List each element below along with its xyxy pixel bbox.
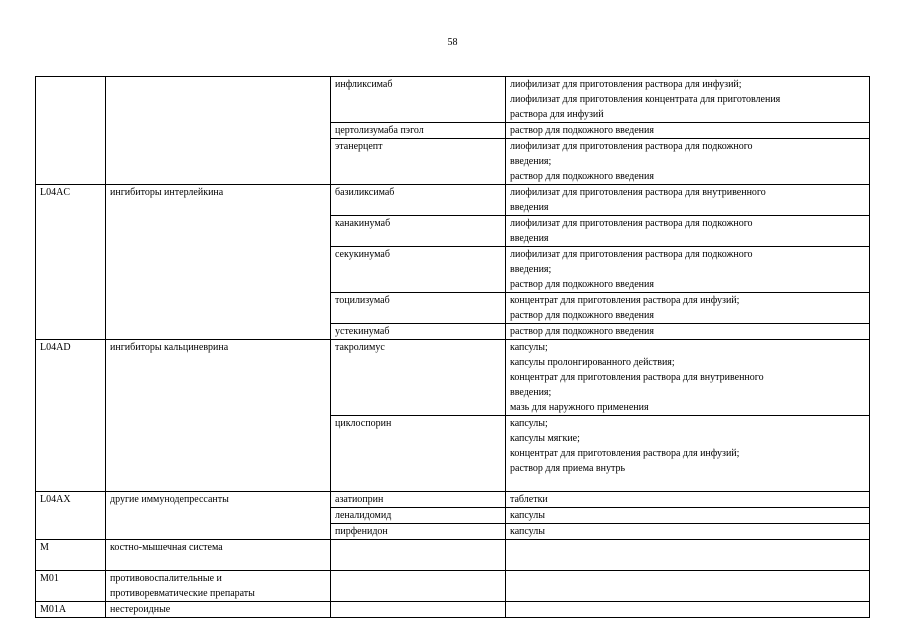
dosage-form-line: раствор для подкожного введения bbox=[510, 171, 654, 182]
anatomical-group-cell: нестероидные bbox=[106, 602, 331, 618]
dosage-form-line: капсулы bbox=[510, 526, 545, 537]
dosage-form-line: концентрат для приготовления раствора для инфузий; bbox=[510, 295, 740, 306]
dosage-form-line: введения; bbox=[510, 264, 552, 275]
drug-name-cell: инфликсимаб bbox=[331, 77, 506, 123]
dosage-form-line: таблетки bbox=[510, 494, 548, 505]
dosage-forms-cell bbox=[506, 293, 870, 324]
table-row bbox=[36, 540, 870, 571]
anatomical-group-cell: ингибиторы интерлейкина bbox=[106, 185, 331, 340]
drug-name-cell: секукинумаб bbox=[331, 247, 506, 293]
dosage-form-line: введения; bbox=[510, 387, 552, 398]
dosage-form-line bbox=[510, 540, 865, 555]
drug-name-cell bbox=[331, 540, 506, 571]
drug-name-cell: азатиоприн bbox=[331, 492, 506, 508]
dosage-forms-cell bbox=[506, 340, 870, 416]
table-row bbox=[36, 77, 870, 123]
drug-name-cell: леналидомид bbox=[331, 508, 506, 524]
table-row bbox=[36, 492, 870, 508]
drug-name-cell: циклоспорин bbox=[331, 416, 506, 492]
group-line: противоревматические препараты bbox=[110, 588, 255, 599]
dosage-form-line: капсулы; bbox=[510, 342, 548, 353]
dosage-form-line: капсулы мягкие; bbox=[510, 433, 580, 444]
group-line: противовоспалительные и bbox=[110, 573, 222, 584]
dosage-form-line: концентрат для приготовления раствора для внутривенного bbox=[510, 372, 764, 383]
table-row bbox=[36, 185, 870, 216]
atc-code-cell: L04AX bbox=[36, 492, 106, 540]
dosage-forms-cell bbox=[506, 123, 870, 139]
atc-code-cell: M bbox=[36, 540, 106, 571]
dosage-form-line: лиофилизат для приготовления раствора для подкожного bbox=[510, 141, 753, 152]
table-row bbox=[36, 571, 870, 602]
drug-name-cell: пирфенидон bbox=[331, 524, 506, 540]
dosage-form-line: раствора для инфузий bbox=[510, 109, 604, 120]
dosage-form-line: лиофилизат для приготовления раствора для внутривенного bbox=[510, 187, 766, 198]
anatomical-group-cell: другие иммунодепрессанты bbox=[106, 492, 331, 540]
drug-name-cell: этанерцепт bbox=[331, 139, 506, 185]
drug-name-cell: устекинумаб bbox=[331, 324, 506, 340]
drug-name-cell: канакинумаб bbox=[331, 216, 506, 247]
dosage-forms-cell bbox=[506, 139, 870, 185]
dosage-forms-cell bbox=[506, 216, 870, 247]
dosage-forms-cell bbox=[506, 571, 870, 602]
dosage-forms-cell bbox=[506, 508, 870, 524]
dosage-form-line: концентрат для приготовления раствора для инфузий; bbox=[510, 448, 740, 459]
dosage-forms-cell bbox=[506, 524, 870, 540]
atc-code-cell: L04AC bbox=[36, 185, 106, 340]
drug-name-cell: базиликсимаб bbox=[331, 185, 506, 216]
drug-name-cell: тоцилизумаб bbox=[331, 293, 506, 324]
dosage-forms-cell bbox=[506, 77, 870, 123]
dosage-form-line: раствор для подкожного введения bbox=[510, 279, 654, 290]
dosage-form-line: лиофилизат для приготовления раствора для подкожного bbox=[510, 218, 753, 229]
dosage-forms-cell bbox=[506, 602, 870, 618]
medication-table bbox=[35, 76, 870, 618]
dosage-form-line: раствор для подкожного введения bbox=[510, 310, 654, 321]
dosage-form-line: капсулы bbox=[510, 510, 545, 521]
drug-name-cell: цертолизумаба пэгол bbox=[331, 123, 506, 139]
dosage-forms-cell bbox=[506, 324, 870, 340]
dosage-form-line bbox=[510, 571, 865, 586]
drug-name-cell bbox=[331, 602, 506, 618]
dosage-form-line: раствор для подкожного введения bbox=[510, 125, 654, 136]
dosage-form-line bbox=[510, 602, 865, 617]
dosage-form-line: лиофилизат для приготовления раствора для инфузий; bbox=[510, 79, 742, 90]
dosage-form-line: лиофилизат для приготовления концентрата для приготовления bbox=[510, 94, 781, 105]
dosage-form-line bbox=[510, 555, 865, 570]
dosage-form-line: капсулы пролонгированного действия; bbox=[510, 357, 675, 368]
drug-name-cell bbox=[331, 571, 506, 602]
dosage-form-line: лиофилизат для приготовления раствора для подкожного bbox=[510, 249, 753, 260]
dosage-form-line: капсулы; bbox=[510, 418, 548, 429]
dosage-form-line: введения; bbox=[510, 156, 552, 167]
dosage-forms-cell bbox=[506, 247, 870, 293]
atc-code-cell bbox=[36, 77, 106, 185]
anatomical-group-cell: костно-мышечная система bbox=[106, 540, 331, 571]
table-row bbox=[36, 340, 870, 416]
table-row bbox=[36, 602, 870, 618]
dosage-form-line: раствор для приема внутрь bbox=[510, 463, 626, 474]
atc-code-cell: M01 bbox=[36, 571, 106, 602]
dosage-forms-cell bbox=[506, 416, 870, 492]
dosage-form-line: введения bbox=[510, 233, 549, 244]
atc-code-cell: L04AD bbox=[36, 340, 106, 492]
drug-name-cell: такролимус bbox=[331, 340, 506, 416]
page-number: 58 bbox=[447, 37, 458, 48]
dosage-forms-cell bbox=[506, 540, 870, 571]
dosage-form-line: мазь для наружного применения bbox=[510, 402, 649, 413]
anatomical-group-cell bbox=[106, 571, 331, 602]
dosage-forms-cell bbox=[506, 492, 870, 508]
atc-code-cell: M01A bbox=[36, 602, 106, 618]
anatomical-group-cell: ингибиторы кальциневрина bbox=[106, 340, 331, 492]
dosage-form-line: раствор для подкожного введения bbox=[510, 326, 654, 337]
dosage-form-line: введения bbox=[510, 202, 549, 213]
dosage-forms-cell bbox=[506, 185, 870, 216]
anatomical-group-cell bbox=[106, 77, 331, 185]
dosage-form-line bbox=[510, 476, 865, 491]
